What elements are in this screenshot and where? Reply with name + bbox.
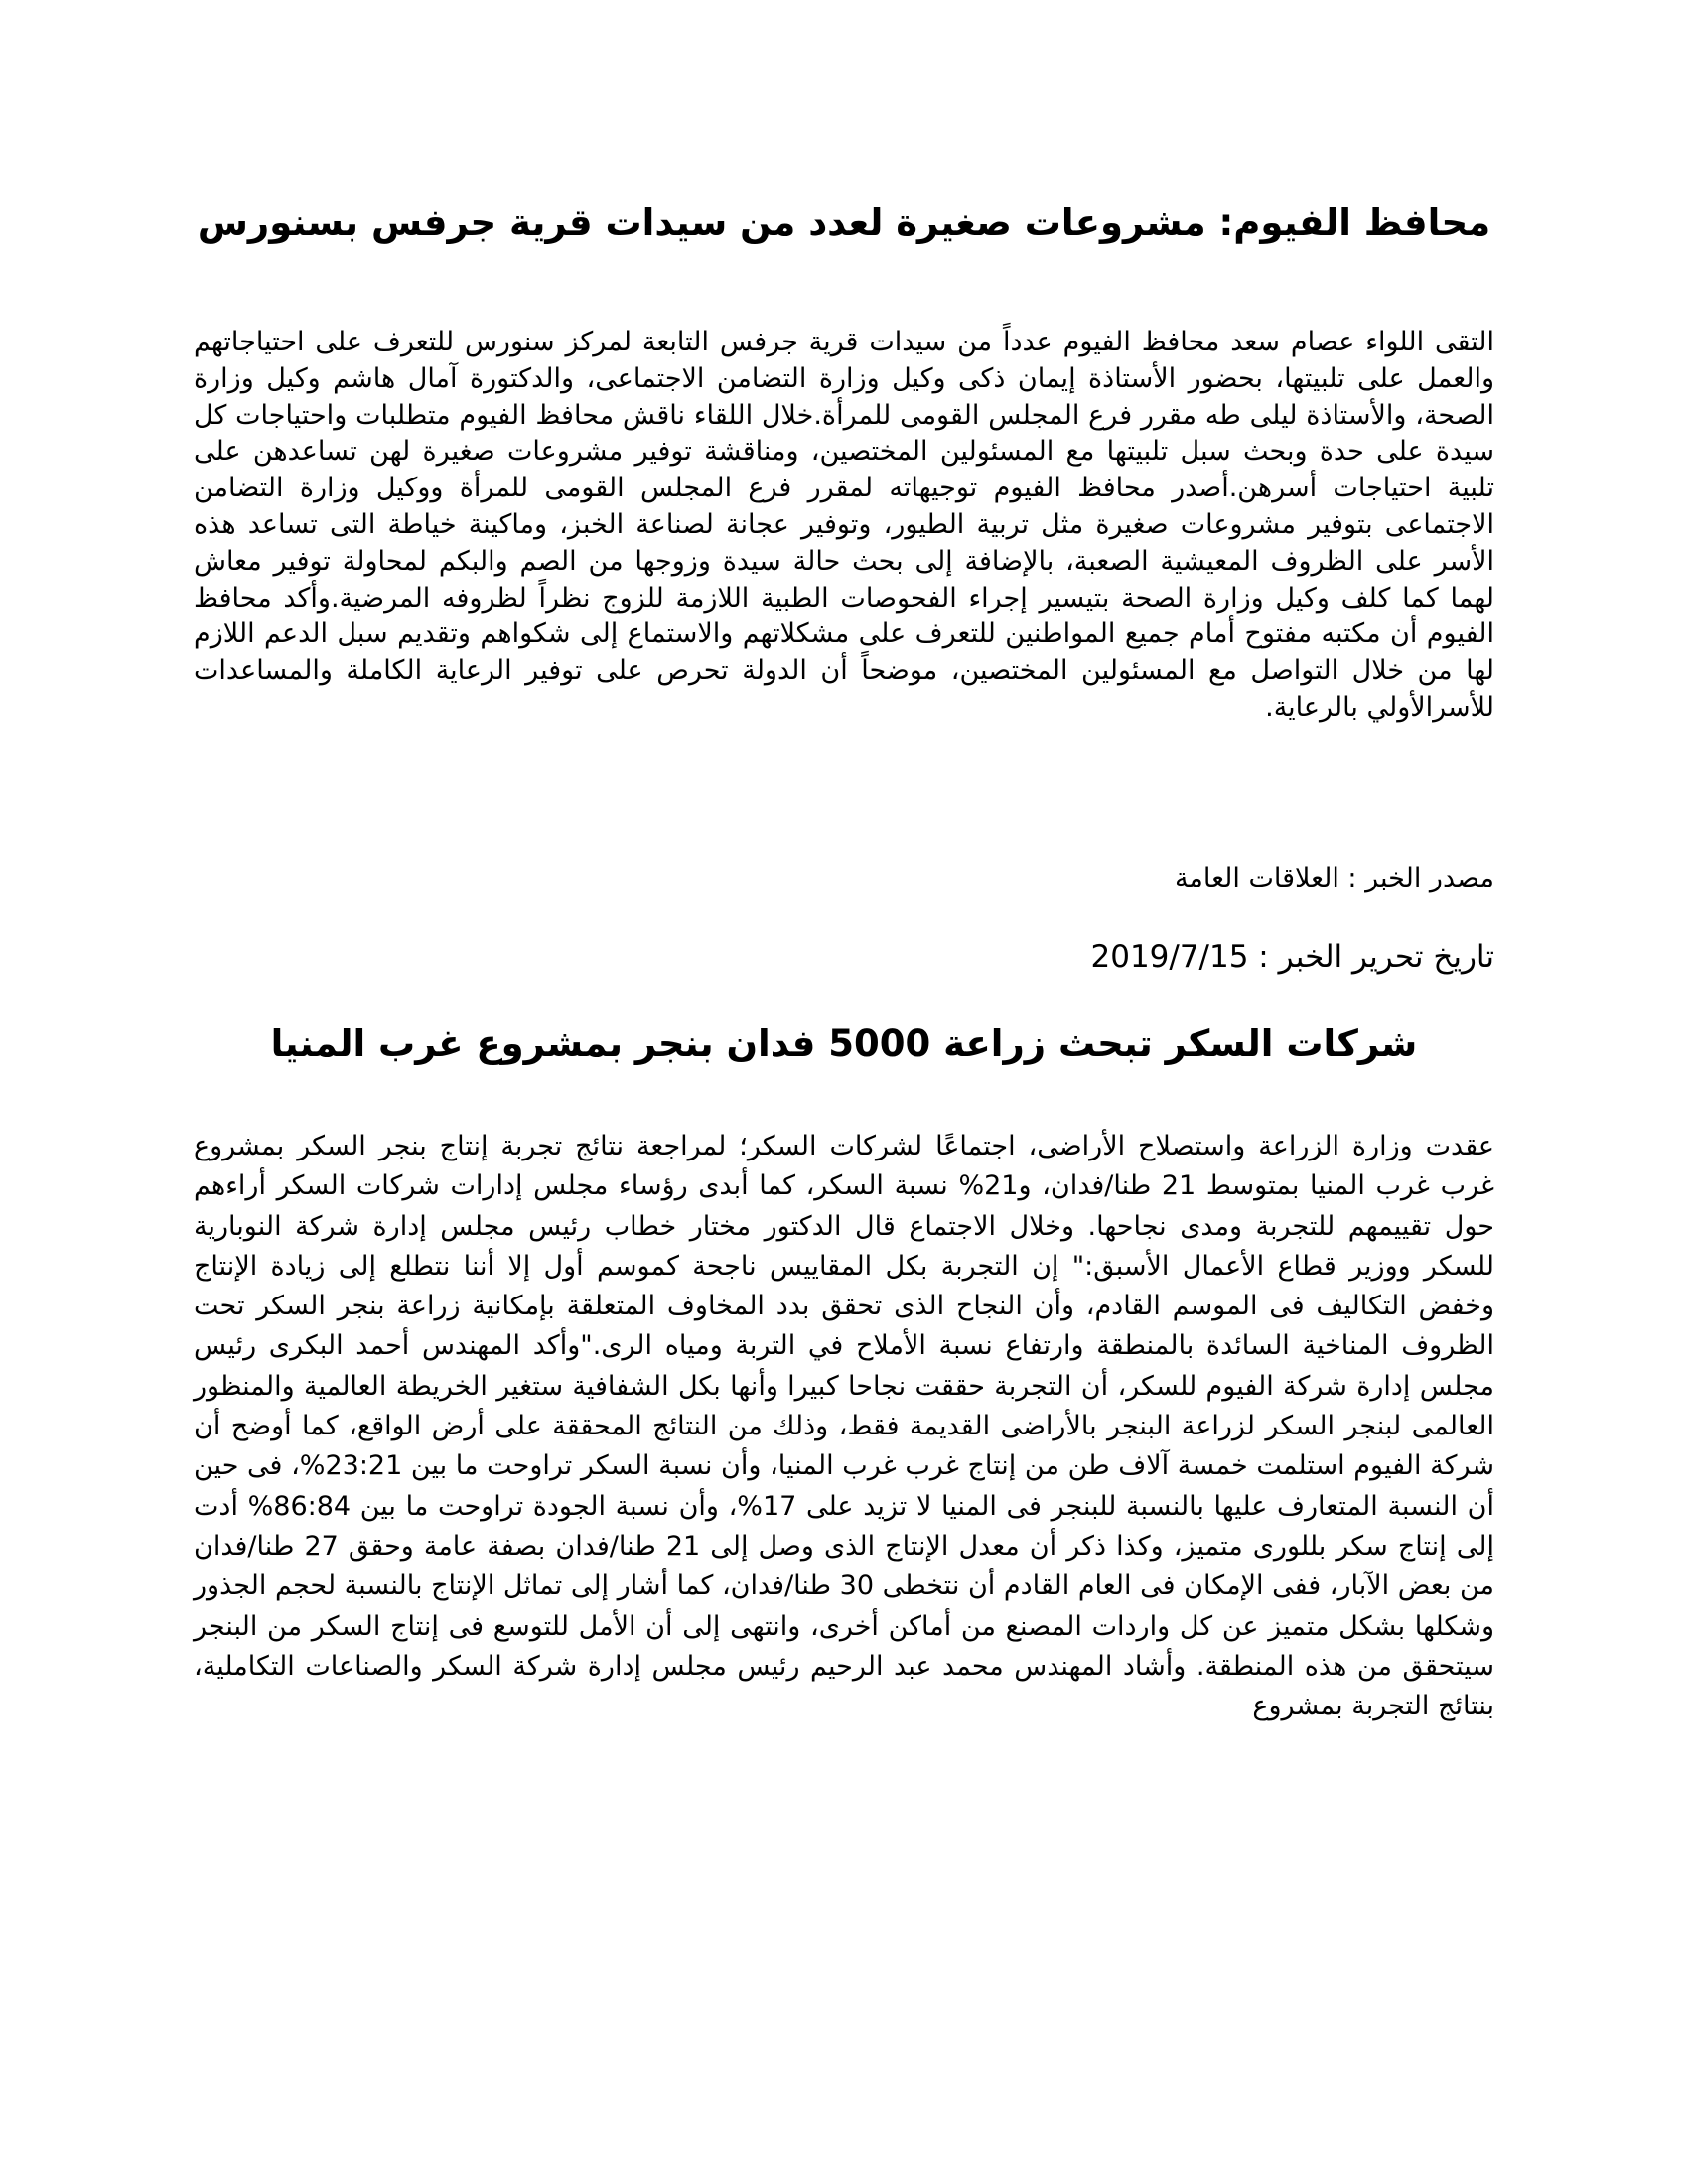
article1-source: مصدر الخبر : العلاقات العامة (1174, 863, 1494, 893)
document-page (194, 0, 1494, 2184)
article1-title: محافظ الفيوم: مشروعات صغيرة لعدد من سيدات قرية جرفس بسنورس (197, 202, 1491, 244)
article2-title: شركات السكر تبحث زراعة 5000 فدان بنجر بمشروع غرب المنيا (270, 1023, 1418, 1065)
article1-date: تاريخ تحرير الخبر : 2019/7/15 (1090, 939, 1494, 975)
article2-body: عقدت وزارة الزراعة واستصلاح الأراضى، اجتماعًا لشركات السكر؛ لمراجعة نتائج تجربة إنتاج بنجر السكر بمشروع غرب غرب المنيا بمتوسط 21 طنا/فدان، و21% نسبة السكر، كما أبدى رؤساء مجلس إدارات شركات السكر أراءهم حول تقييمهم للتجربة ومدى نجاحها. وخلال الاجتماع قال الدكتور مختار خطاب رئيس مجلس إدارة شركة النوبارية للسكر ووزير قطاع الأعمال الأسبق:" إن التجربة بكل المقاييس ناجحة كموسم أول إلا أننا نتطلع إلى زيادة الإنتاج وخفض التكاليف فى الموسم القادم، وأن النجاح الذى تحقق بدد المخاوف المتعلقة بإمكانية زراعة بنجر السكر تحت الظروف المناخية السائدة بالمنطقة وارتفاع نسبة الأملاح في التربة ومياه الرى."وأكد المهندس أحمد البكرى رئيس مجلس إدارة شركة الفيوم للسكر، أن التجربة حققت نجاحا كبيرا وأنها بكل الشفافية ستغير الخريطة العالمية والمنظور العالمى لبنجر السكر لزراعة البنجر بالأراضى القديمة فقط، وذلك من النتائج المحققة على أرض الواقع، كما أوضح أن شركة الفيوم استلمت خمسة آلاف طن من إنتاج غرب غرب المنيا، وأن نسبة السكر تراوحت ما بين 23:21%، فى حين أن النسبة المتعارف عليها بالنسبة للبنجر فى المنيا لا تزيد على 17%، وأن نسبة الجودة تراوحت ما بين 86:84% أدت إلى إنتاج سكر بللورى متميز، وكذا ذكر أن معدل الإنتاج الذى وصل إلى 21 طنا/فدان بصفة عامة وحقق 27 طنا/فدان من بعض الآبار، ففى الإمكان فى العام القادم أن نتخطى 30 طنا/فدان، كما أشار إلى تماثل الإنتاج بالنسبة لحجم الجذور وشكلها بشكل متميز عن كل واردات المصنع من أماكن أخرى، وانتهى إلى أن الأمل للتوسع فى إنتاج السكر من البنجر سيتحقق من هذه المنطقة. وأشاد المهندس محمد عبد الرحيم رئيس مجلس إدارة شركة السكر والصناعات التكاملية، بنتائج التجربة بمشروع (194, 1131, 1495, 1722)
article1-body: التقى اللواء عصام سعد محافظ الفيوم عدداً من سيدات قرية جرفس التابعة لمركز سنورس للتعرف على احتياجاتهم والعمل على تلبيتها، بحضور الأستاذة إيمان ذكى وكيل وزارة التضامن الاجتماعى، والدكتورة آمال هاشم وكيل وزارة الصحة، والأستاذة ليلى طه مقرر فرع المجلس القومى للمرأة.خلال اللقاء ناقش محافظ الفيوم متطلبات واحتياجات كل سيدة على حدة وبحث سبل تلبيتها مع المسئولين المختصين، ومناقشة توفير مشروعات صغيرة لهن تساعدهن على تلبية احتياجات أسرهن.أصدر محافظ الفيوم توجيهاته لمقرر فرع المجلس القومى للمرأة ووكيل وزارة التضامن الاجتماعى بتوفير مشروعات صغيرة مثل تربية الطيور، وتوفير عجانة لصناعة الخبز، وماكينة خياطة التى تساعد هذه الأسر على الظروف المعيشية الصعبة، بالإضافة إلى بحث حالة سيدة وزوجها من الصم والبكم لمحاولة توفير معاش لهما كما كلف وكيل وزارة الصحة بتيسير إجراء الفحوصات الطبية اللازمة للزوج نظراً لظروفه المرضية.وأكد محافظ الفيوم أن مكتبه مفتوح أمام جميع المواطنين للتعرف على مشكلاتهم والاستماع إلى شكواهم وتقديم سبل الدعم اللازم لها من خلال التواصل مع المسئولين المختصين، موضحاً أن الدولة تحرص على توفير الرعاية الكاملة والمساعدات للأسرالأولي بالرعاية. (194, 327, 1494, 723)
